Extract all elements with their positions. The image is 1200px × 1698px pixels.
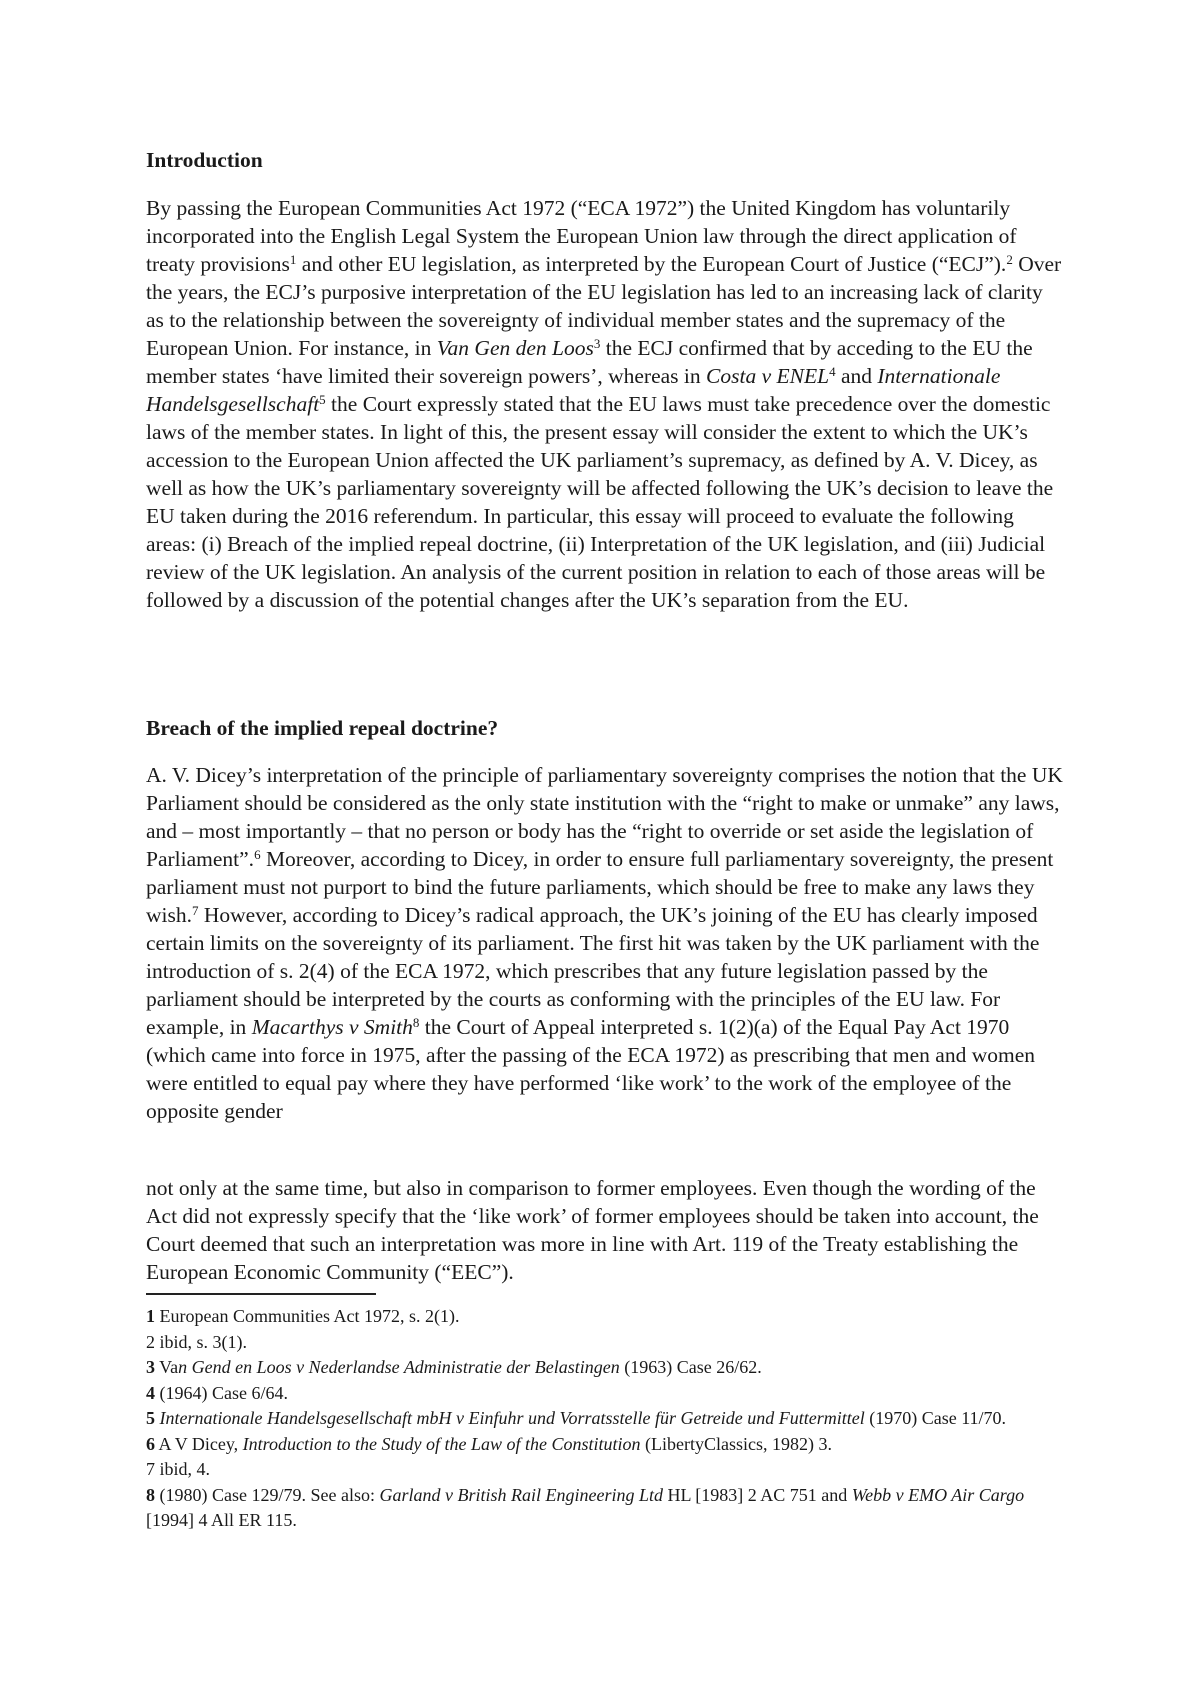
footnote-number: 4 <box>146 1382 155 1403</box>
footnote-text: (1963) Case 26/62. <box>619 1357 762 1377</box>
text-run: By passing the European Communities Act 1972 (“ECA 1972”) the United Kingdom has voluntarily incorporated into the English Legal System the European Union law through the direct application of treaty provisions <box>146 196 1017 276</box>
footnote-book-title: Introduction to the Study of the Law of the Constitution <box>242 1433 641 1454</box>
paragraph-introduction <box>146 194 1066 614</box>
footnote-ref-8[interactable]: 8 <box>412 1015 420 1030</box>
footnote-5 <box>146 1406 1066 1432</box>
heading-introduction: Introduction <box>146 148 263 172</box>
footnote-3 <box>146 1355 1066 1381</box>
case-name: Macarthys v Smith <box>251 1015 413 1039</box>
footnote-number: 7 <box>146 1459 155 1479</box>
text-run: and <box>835 364 878 388</box>
text-run: Moreover, according to Dicey, in order to ensure full parliamentary sovereignty, the present parliament must not purport to bind the future parliaments, which should be free to make any laws they wish. <box>146 847 1054 927</box>
footnote-number: 5 <box>146 1408 155 1428</box>
text-run: However, according to Dicey’s radical approach, the UK’s joining of the EU has clearly imposed certain limits on the sovereignty of its parliament. The first hit was taken by the UK parliament with the introduction of s. 2(4) of the ECA 1972, which prescribes that any future legislation passed by the parliament should be interpreted by the courts as conforming with the principles of the EU law. For example, in <box>146 903 1040 1039</box>
text-run: and other EU legislation, as interpreted by the European Court of Justice (“ECJ”). <box>296 252 1007 276</box>
footnote-text: [1994] 4 All ER 115. <box>146 1510 297 1530</box>
footnote-1 <box>146 1304 1066 1330</box>
text-run: the Court expressly stated that the EU laws must take precedence over the domestic laws of the member states. In light of this, the present essay will consider the extent to which the UK’s accession to the European Union affected the UK parliament’s supremacy, as defined by A. V. Dicey, as well as how the UK’s parliamentary sovereignty will be affected following the UK’s decision to leave the EU taken during the 2016 referendum. In particular, this essay will proceed to evaluate the following areas: (i) Breach of the implied repeal doctrine, (ii) Interpretation of the UK legislation, and (iii) Judicial review of the UK legislation. An analysis of the current position in relation to each of those areas will be followed by a discussion of the potential changes after the UK’s separation from the EU. <box>146 392 1054 612</box>
footnote-number: 6 <box>146 1433 155 1454</box>
footnote-number: 1 <box>146 1306 155 1326</box>
footnote-ref-6[interactable]: 6 <box>254 847 261 862</box>
heading-breach: Breach of the implied repeal doctrine? <box>146 716 499 740</box>
footnote-2 <box>146 1330 1066 1356</box>
case-name: Internationale Handelsgesellschaft <box>146 364 1001 416</box>
text-run: the Court of Appeal interpreted s. 1(2)(a) of the Equal Pay Act 1970 (which came into force in 1975, after the passing of the ECA 1972) as prescribing that men and women were entitled to equal pay where they have performed ‘like work’ to the work of the employee of the opposite gender <box>146 1015 1036 1123</box>
footnotes <box>146 1304 1066 1534</box>
footnote-case-name: Garland v British Rail Engineering Ltd <box>379 1484 663 1505</box>
case-name: Van Gen den Loos <box>436 336 594 360</box>
footnote-text: ibid, s. 3(1). <box>155 1331 247 1352</box>
text-run: A. V. Dicey’s interpretation of the principle of parliamentary sovereignty comprises the notion that the UK Parliament should be considered as the only state institution with the “right to make or unmake” any laws, and – most importantly – that no person or body has the “right to override or set aside the legislation of Parliament”. <box>146 763 1063 871</box>
footnote-case-name: Internationale Handelsgesellschaft mbH v Einfuhr und Vorratsstelle für Getreide und Futtermittel <box>155 1408 865 1428</box>
footnote-ref-7[interactable]: 7 <box>192 903 199 918</box>
footnote-8 <box>146 1483 1066 1534</box>
footnote-text: (1964) Case 6/64. <box>155 1382 288 1403</box>
case-name: Costa v ENEL <box>706 364 830 388</box>
footnote-ref-2[interactable]: 2 <box>1006 252 1013 267</box>
footnote-number: 8 <box>146 1484 155 1505</box>
footnote-text: A V Dicey, <box>155 1433 243 1454</box>
footnote-text: (LibertyClassics, 1982) 3. <box>640 1433 832 1454</box>
footnote-ref-4[interactable]: 4 <box>829 364 836 379</box>
footnote-text: (1980) Case 129/79. See also: <box>155 1484 380 1505</box>
text-run: the ECJ confirmed that by acceding to the EU the member states ‘have limited their sovereign powers’, whereas in <box>146 336 1033 388</box>
footnote-number: 3 <box>146 1357 155 1377</box>
footnote-number: 2 <box>146 1331 155 1352</box>
footnote-4 <box>146 1381 1066 1407</box>
footnote-separator <box>146 1293 376 1295</box>
paragraph-breach <box>146 761 1066 1125</box>
footnote-case-name: n Gend en Loos v Nederlandse Administratie der Belastingen <box>178 1357 620 1377</box>
footnote-text: Va <box>155 1357 179 1377</box>
footnote-case-name: Webb v EMO Air Cargo <box>851 1484 1025 1505</box>
footnote-text: ibid, 4. <box>155 1459 211 1479</box>
paragraph-continued: not only at the same time, but also in comparison to former employees. Even though the wording of the Act did not expressly specify that the ‘like work’ of former employees should be taken into account, the Court deemed that such an interpretation was more in line with Art. 119 of the Treaty establishing the European Economic Community (“EEC”). <box>146 1176 1039 1284</box>
footnote-text: (1970) Case 11/70. <box>864 1408 1007 1428</box>
text-run: Over the years, the ECJ’s purposive interpretation of the EU legislation has led to an increasing lack of clarity as to the relationship between the sovereignty of individual member states and the supremacy of the European Union. For instance, in <box>146 252 1062 360</box>
footnote-text: HL [1983] 2 AC 751 and <box>662 1484 852 1505</box>
footnote-ref-5[interactable]: 5 <box>319 392 326 407</box>
footnote-ref-1[interactable]: 1 <box>289 252 297 267</box>
footnote-7 <box>146 1457 1066 1483</box>
footnote-6 <box>146 1432 1066 1458</box>
footnote-ref-3[interactable]: 3 <box>593 336 601 351</box>
footnote-text: European Communities Act 1972, s. 2(1). <box>155 1306 460 1326</box>
